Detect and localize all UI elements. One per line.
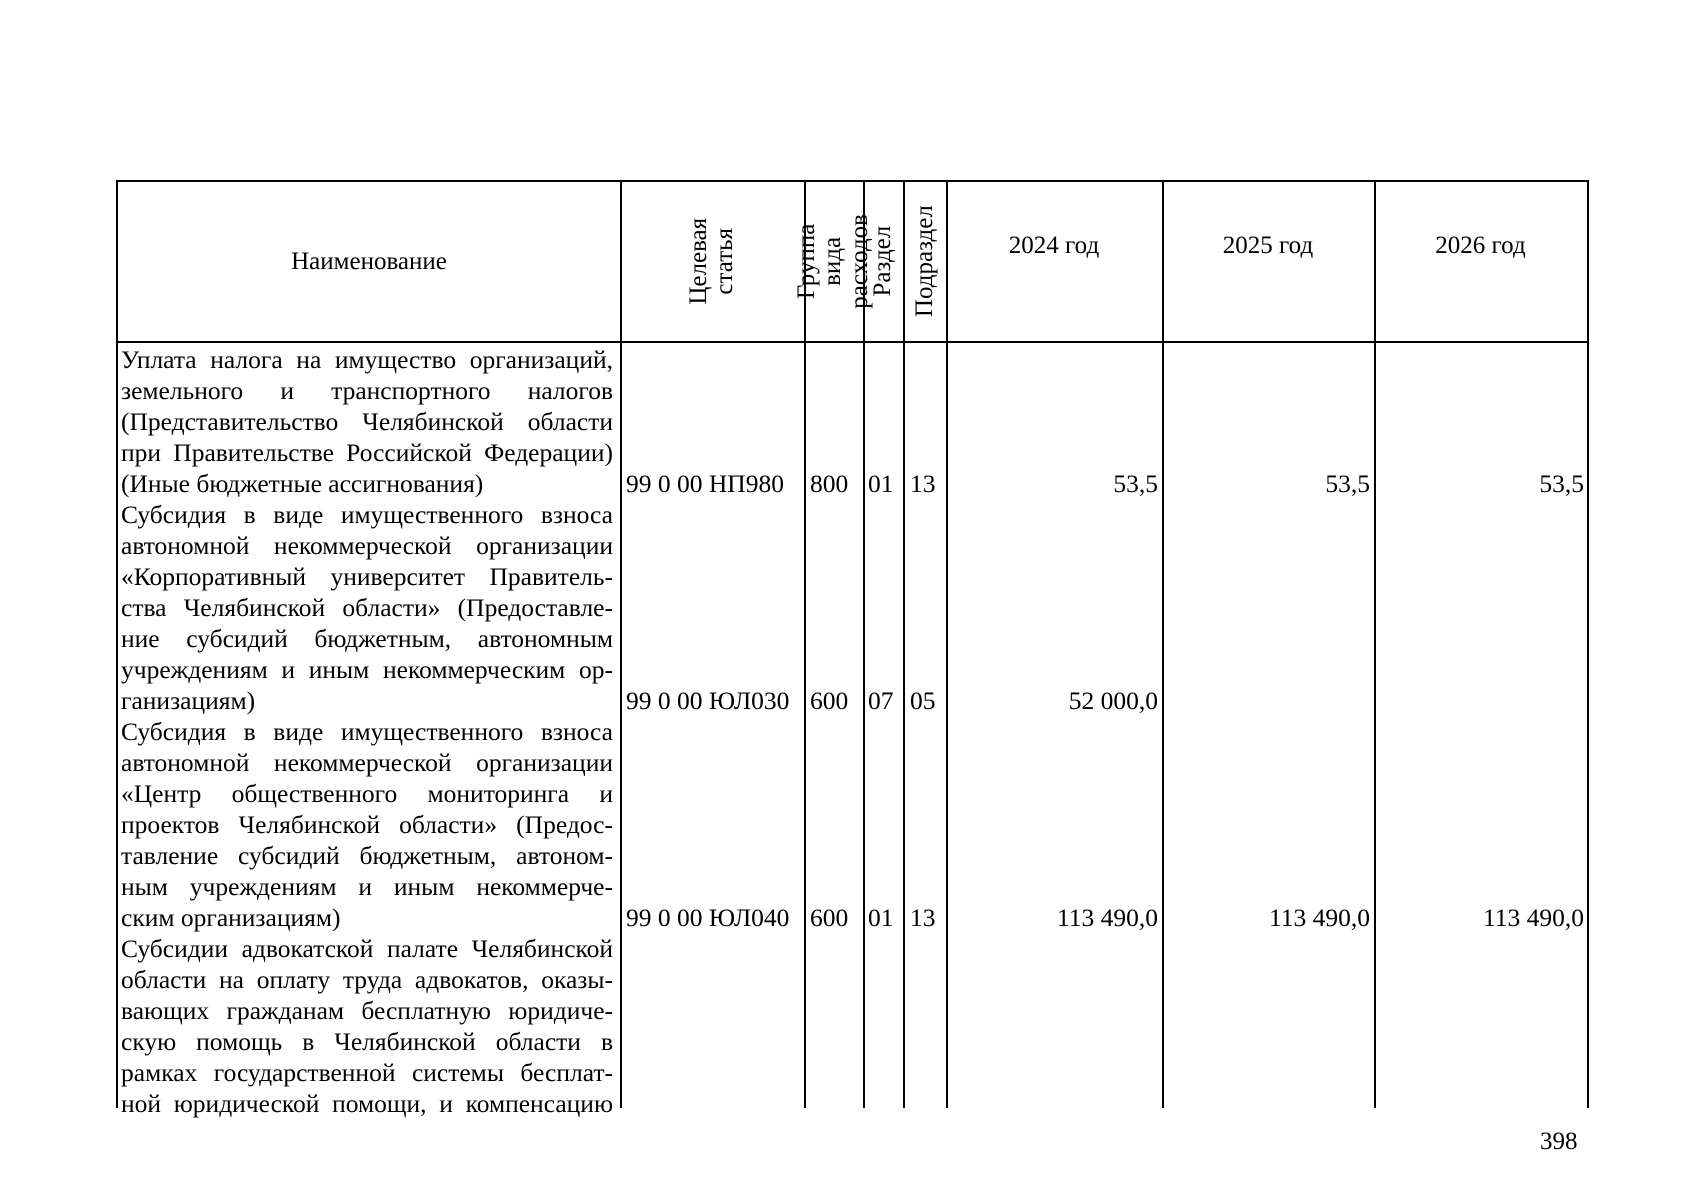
- row-4-name-line: области на оплату труда адвокатов, оказы-: [121, 965, 613, 994]
- row-3-expense-group: 600: [810, 903, 849, 932]
- budget-table: [116, 180, 1589, 1118]
- row-1-name-line: при Правительстве Российской Федерации): [121, 438, 613, 467]
- row-4-name-line: вающих гражданам бесплатную юридиче-: [121, 996, 613, 1025]
- row-1-2024: 53,5: [1113, 469, 1158, 498]
- row-2-name-line: ганизациям): [121, 686, 256, 715]
- row-2-name-line: Субсидия в виде имущественного взноса: [121, 500, 613, 529]
- page-number: 398: [1540, 1128, 1578, 1155]
- row-2-name-line: учреждениям и иным некоммерческим ор-: [121, 655, 613, 684]
- row-3-2024: 113 490,0: [1056, 903, 1158, 932]
- row-2-name-line: «Корпоративный университет Правитель-: [121, 562, 613, 591]
- row-4-name: [121, 933, 613, 1119]
- header-subsection: [903, 182, 946, 341]
- row-3-2025: 113 490,0: [1268, 903, 1370, 932]
- row-3-name-line: ным учреждениям и иным некоммерче-: [121, 872, 613, 901]
- row-4-name-line: ной юридической помощи, и компенсацию: [121, 1089, 613, 1118]
- row-2-target: 99 0 00 ЮЛ030: [626, 686, 790, 715]
- header-target-article: [620, 182, 804, 341]
- row-2-name-line: автономной некоммерческой организации: [121, 531, 613, 560]
- row-1-name-line: земельного и транспортного налогов: [121, 376, 613, 405]
- row-1-target: 99 0 00 НП980: [626, 469, 784, 498]
- row-3-name-line: ским организациям): [121, 903, 341, 932]
- header-section: [863, 182, 903, 341]
- row-3-section: 01: [868, 903, 894, 932]
- row-1-name: [121, 344, 613, 499]
- row-2-name: [121, 499, 613, 716]
- row-1-2025: 53,5: [1325, 469, 1370, 498]
- row-3-name-line: проектов Челябинской области» (Предос-: [121, 810, 613, 839]
- header-year-2024: 2024 год: [1008, 232, 1100, 259]
- header-divider: [118, 341, 1589, 343]
- header-name: Наименование: [291, 247, 447, 275]
- row-3-subsection: 13: [910, 903, 936, 932]
- row-2-section: 07: [868, 686, 894, 715]
- row-3-name-line: «Центр общественного мониторинга и: [121, 779, 613, 808]
- column-divider: [1587, 182, 1589, 1108]
- row-2-2024: 52 000,0: [1068, 686, 1158, 715]
- row-3-name-line: тавление субсидий бюджетным, автоном-: [121, 841, 613, 870]
- row-2-subsection: 05: [910, 686, 936, 715]
- row-3-name-line: автономной некоммерческой организации: [121, 748, 613, 777]
- row-1-subsection: 13: [910, 469, 936, 498]
- row-1-expense-group: 800: [810, 469, 849, 498]
- header-target-article-text: Целевая статья: [684, 218, 738, 305]
- row-3-2026: 113 490,0: [1482, 903, 1584, 932]
- row-2-expense-group: 600: [810, 686, 849, 715]
- row-1-name-line: (Представительство Челябинской области: [121, 407, 613, 436]
- row-4-name-line: скую помощь в Челябинской области в: [121, 1027, 613, 1056]
- header-section-text: Раздел: [868, 226, 896, 297]
- row-2-name-line: ства Челябинской области» (Предоставле-: [121, 593, 613, 622]
- row-1-name-line: (Иные бюджетные ассигнования): [121, 469, 484, 498]
- row-4-name-line: Субсидии адвокатской палате Челябинской: [121, 934, 613, 963]
- row-3-name-line: Субсидия в виде имущественного взноса: [121, 717, 613, 746]
- header-expense-group: [793, 182, 873, 341]
- header-year-2026: 2026 год: [1435, 232, 1526, 259]
- row-1-section: 01: [868, 469, 894, 498]
- row-3-name: [121, 716, 613, 933]
- row-4-name-line: рамках государственной системы бесплат-: [121, 1058, 613, 1087]
- header-expense-group-text: Группа вида расходов: [793, 214, 873, 309]
- header-subsection-text: Подраздел: [910, 205, 938, 318]
- row-1-name-line: Уплата налога на имущество организаций,: [121, 345, 613, 374]
- row-2-name-line: ние субсидий бюджетным, автономным: [121, 624, 613, 653]
- row-1-2026: 53,5: [1539, 469, 1584, 498]
- row-3-target: 99 0 00 ЮЛ040: [626, 903, 790, 932]
- header-year-2025: 2025 год: [1222, 232, 1314, 259]
